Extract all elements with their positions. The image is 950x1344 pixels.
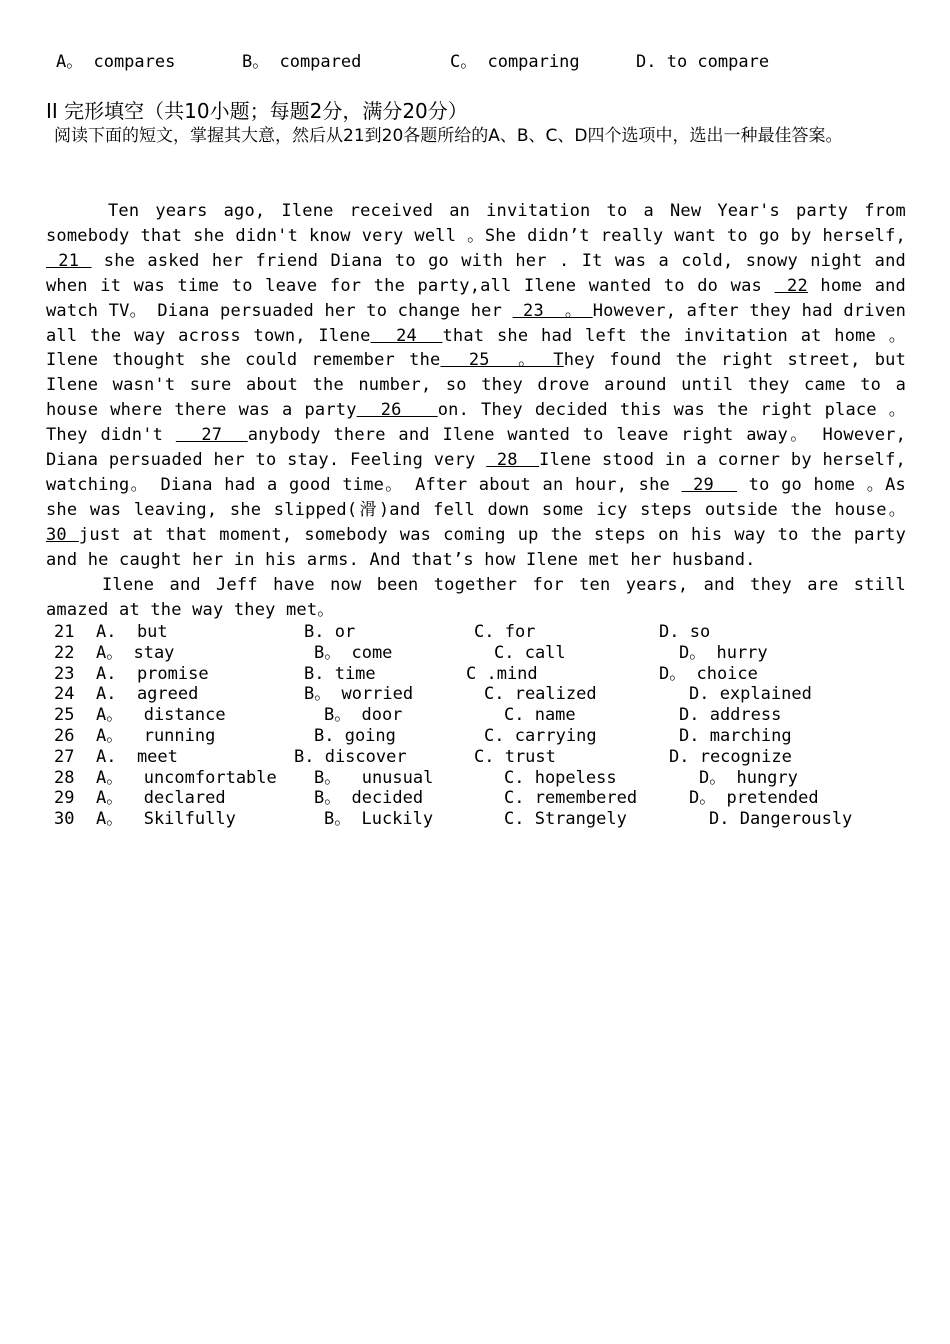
option-row-30 bbox=[54, 809, 906, 830]
option-d: D. to compare bbox=[636, 52, 770, 72]
option-c: C. remembered bbox=[504, 788, 638, 809]
option-a: A. agreed bbox=[96, 684, 199, 705]
cloze-blank: 23 。 bbox=[512, 300, 593, 321]
cloze-blank: 26 bbox=[356, 400, 438, 421]
question-number: 29 bbox=[54, 788, 75, 809]
passage-text: However, after they had driven all the way across town, Ilene bbox=[46, 300, 907, 346]
option-b: B. discover bbox=[294, 746, 407, 767]
option-d: D. so bbox=[659, 622, 711, 642]
option-a: A。 distance bbox=[96, 705, 226, 726]
option-row-26 bbox=[54, 726, 906, 747]
option-c: C. for bbox=[474, 622, 536, 642]
option-b: B. or bbox=[304, 622, 356, 642]
option-a: A. but bbox=[96, 622, 168, 642]
option-b: B. time bbox=[304, 663, 376, 684]
option-a: A。 stay bbox=[96, 642, 175, 663]
cloze-blank: 21 bbox=[46, 250, 92, 271]
option-d: D。 choice bbox=[659, 663, 758, 684]
question-number: 22 bbox=[54, 642, 75, 663]
passage-text: Ten years ago, Ilene received an invitation to a New Year's party from somebody that she didn't know very well 。She didn’t really want to go by herself, bbox=[46, 201, 906, 246]
section-title: II 完形填空（共10小题；每题2分，满分20分） bbox=[46, 99, 468, 123]
passage-paragraph-1 bbox=[46, 199, 906, 573]
cloze-passage bbox=[46, 199, 906, 622]
passage-text: to go home 。As she was leaving, she slipped(滑)and fell down some icy steps outside the house。 bbox=[46, 474, 906, 520]
option-b: B。 decided bbox=[314, 788, 424, 809]
option-a: A. meet bbox=[96, 746, 178, 767]
option-b: B. going bbox=[314, 725, 396, 746]
option-row-28 bbox=[54, 768, 906, 789]
option-d: D. explained bbox=[689, 684, 812, 705]
passage-text: just at that moment, somebody was coming up the steps on his way to the party and he caught her in his arms. And that’s how Ilene met her husband. bbox=[46, 524, 907, 570]
option-c: C. realized bbox=[484, 684, 597, 705]
option-d: D. marching bbox=[679, 725, 792, 746]
option-d: D. recognize bbox=[669, 746, 792, 767]
option-d: D。 hurry bbox=[679, 642, 768, 663]
option-c: C。 comparing bbox=[450, 52, 580, 72]
option-row-24 bbox=[54, 684, 906, 705]
option-a: A。 Skilfully bbox=[96, 809, 236, 830]
option-a: A。 declared bbox=[96, 788, 226, 809]
option-a: A。 uncomfortable bbox=[96, 767, 277, 788]
passage-paragraph-2: Ilene and Jeff have now been together for ten years, and they are still amazed at the way they met。 bbox=[46, 574, 906, 620]
option-d: D. address bbox=[679, 705, 782, 726]
passage-text: on. They decided this was the right place 。They didn't bbox=[46, 400, 906, 446]
option-d: D。 pretended bbox=[689, 788, 819, 809]
question-number: 30 bbox=[54, 809, 75, 830]
option-row-22 bbox=[54, 643, 906, 664]
passage-text: Ilene stood in a corner by herself, watching。 Diana had a good time。 After about an hour, she bbox=[46, 450, 906, 495]
option-row-27 bbox=[54, 747, 906, 768]
passage-text: hey found the right street, but Ilene wasn't sure about the number, so they drove around until they came to a house where there was a party bbox=[46, 350, 907, 421]
option-a: A。 running bbox=[96, 725, 216, 746]
option-b: B。 worried bbox=[304, 684, 414, 705]
option-c: C. call bbox=[494, 642, 566, 663]
option-c: C. name bbox=[504, 705, 576, 726]
question-number: 28 bbox=[54, 767, 75, 788]
option-row-21 bbox=[54, 622, 906, 643]
option-a: A. promise bbox=[96, 663, 209, 684]
passage-text: she asked her friend Diana to go with her . It was a cold, snowy night and when it was time to leave for the party,all Ilene wanted to do was bbox=[46, 250, 906, 296]
option-b: B。 come bbox=[314, 642, 393, 663]
option-b: B。 door bbox=[324, 705, 403, 726]
option-d: D。 hungry bbox=[699, 767, 798, 788]
option-b: B。 compared bbox=[242, 52, 362, 72]
option-c: C. Strangely bbox=[504, 809, 627, 830]
cloze-blank: 28 bbox=[486, 450, 540, 471]
option-c: C. trust bbox=[474, 746, 556, 767]
cloze-blank: 30 bbox=[46, 524, 79, 545]
option-row-23 bbox=[54, 664, 906, 685]
question-number: 24 bbox=[54, 684, 75, 705]
question-number: 25 bbox=[54, 705, 75, 726]
option-c: C. hopeless bbox=[504, 767, 617, 788]
option-c: C. carrying bbox=[484, 725, 597, 746]
passage-text: home and watch TV。 Diana persuaded her to change her bbox=[46, 275, 906, 321]
cloze-blank: 24 bbox=[370, 325, 443, 346]
option-a: A。 compares bbox=[56, 52, 176, 72]
passage-text: that she had left the invitation at home 。Ilene thought she could remember the bbox=[46, 325, 906, 371]
option-b: B。 unusual bbox=[314, 767, 434, 788]
section-instructions: 阅读下面的短文，掌握其大意，然后从21到20各题所给的A、B、C、D四个选项中，选出一种最佳答案。 bbox=[54, 126, 843, 146]
question-number: 21 bbox=[54, 622, 75, 642]
cloze-blank: 25 。 T bbox=[440, 350, 564, 371]
question-number: 23 bbox=[54, 663, 75, 684]
question-number: 26 bbox=[54, 725, 75, 746]
option-b: B。 Luckily bbox=[324, 809, 434, 830]
cloze-blank: 27 bbox=[175, 425, 248, 446]
cloze-blank: 22 bbox=[774, 275, 808, 296]
passage-text: anybody there and Ilene wanted to leave right away。 However, Diana persuaded her to stay. Feeling very bbox=[46, 425, 906, 471]
cloze-blank: 29 bbox=[681, 474, 738, 495]
option-c: C .mind bbox=[466, 663, 538, 684]
answer-options-table bbox=[54, 622, 906, 830]
option-row-25 bbox=[54, 705, 906, 726]
question-number: 27 bbox=[54, 746, 75, 767]
option-row-29 bbox=[54, 788, 906, 809]
option-d: D. Dangerously bbox=[709, 809, 853, 830]
